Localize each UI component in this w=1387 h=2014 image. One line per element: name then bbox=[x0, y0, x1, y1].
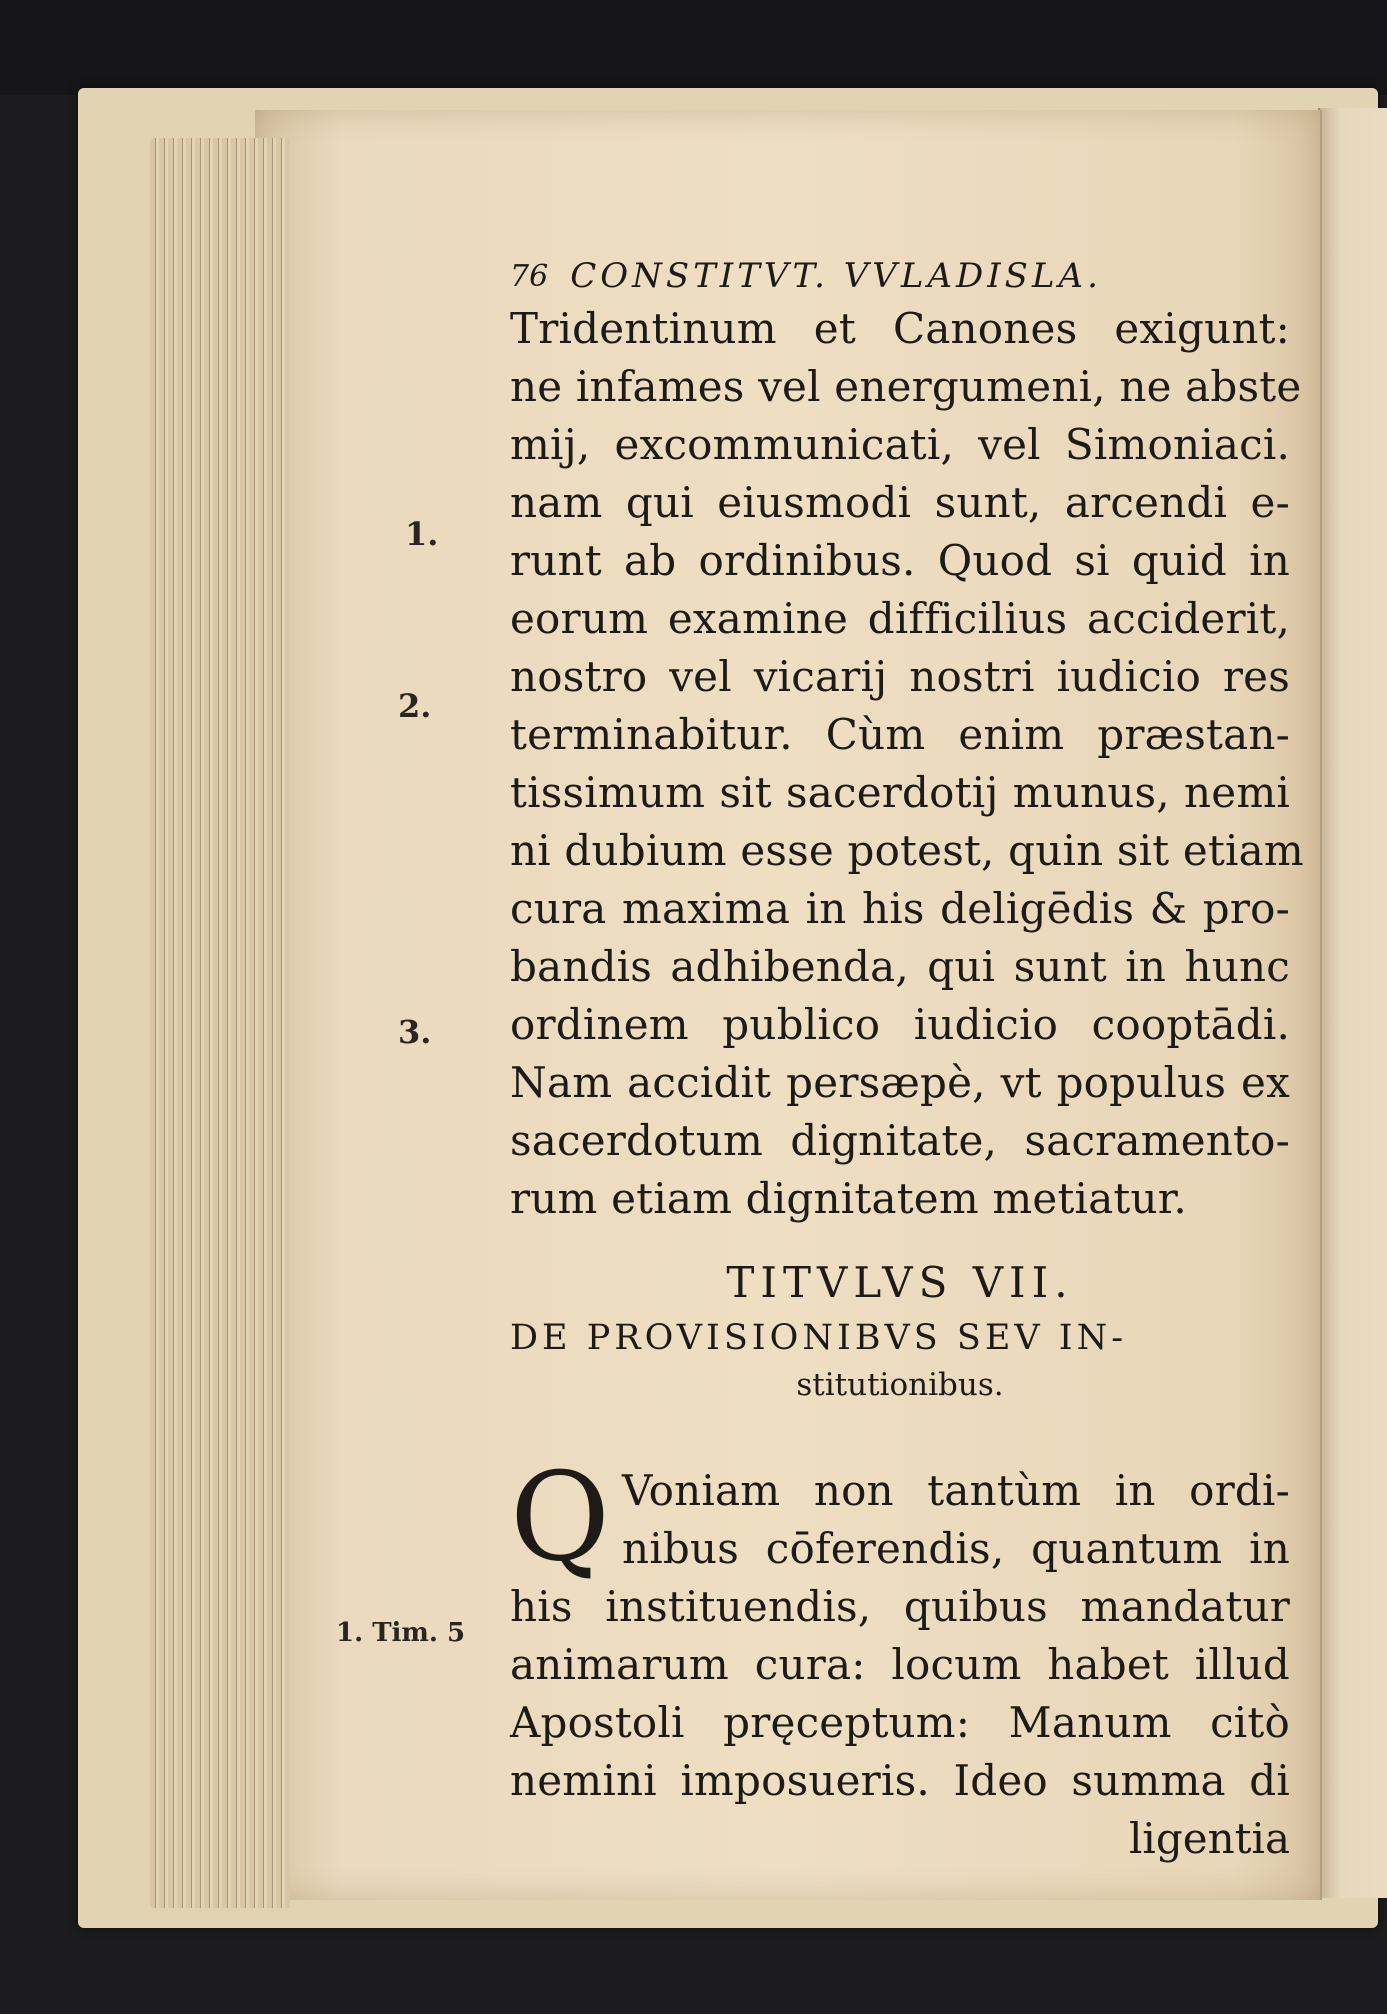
drop-capital: Q bbox=[510, 1446, 611, 1588]
margin-note: 1. bbox=[405, 515, 439, 553]
text-line: ne infames vel energumeni, ne abste bbox=[510, 362, 1302, 411]
margin-note: 2. bbox=[398, 687, 432, 725]
text-line: Apostoli pręceptum: Manum citò bbox=[510, 1698, 1290, 1747]
background bbox=[0, 0, 1387, 95]
text-line: terminabitur. Cùm enim præstan- bbox=[510, 710, 1290, 759]
text-line: animarum cura: locum habet illud bbox=[510, 1640, 1290, 1689]
section-title: TITVLVS VII. bbox=[726, 1258, 1074, 1307]
page-text bbox=[510, 252, 1304, 1868]
paragraph-1 bbox=[510, 300, 1304, 1228]
text-line: cura maxima in his deligēdis & pro- bbox=[510, 884, 1290, 933]
text-line: mij, excommunicati, vel Simoniaci. bbox=[510, 420, 1290, 469]
text-line: nibus cōferendis, quantum in bbox=[622, 1524, 1290, 1573]
text-line: Nam accidit persæpè, vt populus ex bbox=[510, 1058, 1290, 1107]
margin-note: 3. bbox=[398, 1013, 432, 1051]
text-line: ordinem publico iudicio cooptādi. bbox=[510, 1000, 1290, 1049]
page-edges bbox=[150, 138, 290, 1908]
text-line: runt ab ordinibus. Quod si quid in bbox=[510, 536, 1290, 585]
facing-page-edge bbox=[1318, 108, 1387, 1898]
section-subtitle-continued: stitutionibus. bbox=[796, 1367, 1004, 1403]
catchword: ligentia bbox=[1128, 1814, 1290, 1863]
text-line: tissimum sit sacerdotij munus, nemi bbox=[510, 768, 1290, 817]
text-line: nostro vel vicarij nostri iudicio res bbox=[510, 652, 1290, 701]
text-line: bandis adhibenda, qui sunt in hunc bbox=[510, 942, 1290, 991]
page-number: 76 bbox=[510, 258, 549, 294]
text-line: nam qui eiusmodi sunt, arcendi e- bbox=[510, 478, 1290, 527]
subtitle-text: DE PROVISIONIBVS SEV IN- bbox=[510, 1318, 1128, 1358]
paragraph-2 bbox=[510, 1446, 1290, 1868]
text-line: ni dubium esse potest, quin sit etiam bbox=[510, 826, 1304, 875]
text-line: sacerdotum dignitate, sacramento- bbox=[510, 1116, 1290, 1165]
section-subtitle bbox=[510, 1314, 1290, 1362]
running-title: CONSTITVT. VVLADISLA. bbox=[570, 256, 1102, 296]
text-line: Voniam non tantùm in ordi- bbox=[622, 1466, 1290, 1515]
text-line: rum etiam dignitatem metiatur. bbox=[510, 1174, 1187, 1223]
text-line: Tridentinum et Canones exigunt: bbox=[510, 304, 1290, 353]
text-line: his instituendis, quibus mandatur bbox=[510, 1582, 1290, 1631]
text-line: nemini imposueris. Ideo summa di bbox=[510, 1756, 1290, 1805]
running-header bbox=[510, 252, 1290, 300]
margin-note: 1. Tim. 5 bbox=[336, 1618, 466, 1648]
text-line: eorum examine difficilius acciderit, bbox=[510, 594, 1290, 643]
